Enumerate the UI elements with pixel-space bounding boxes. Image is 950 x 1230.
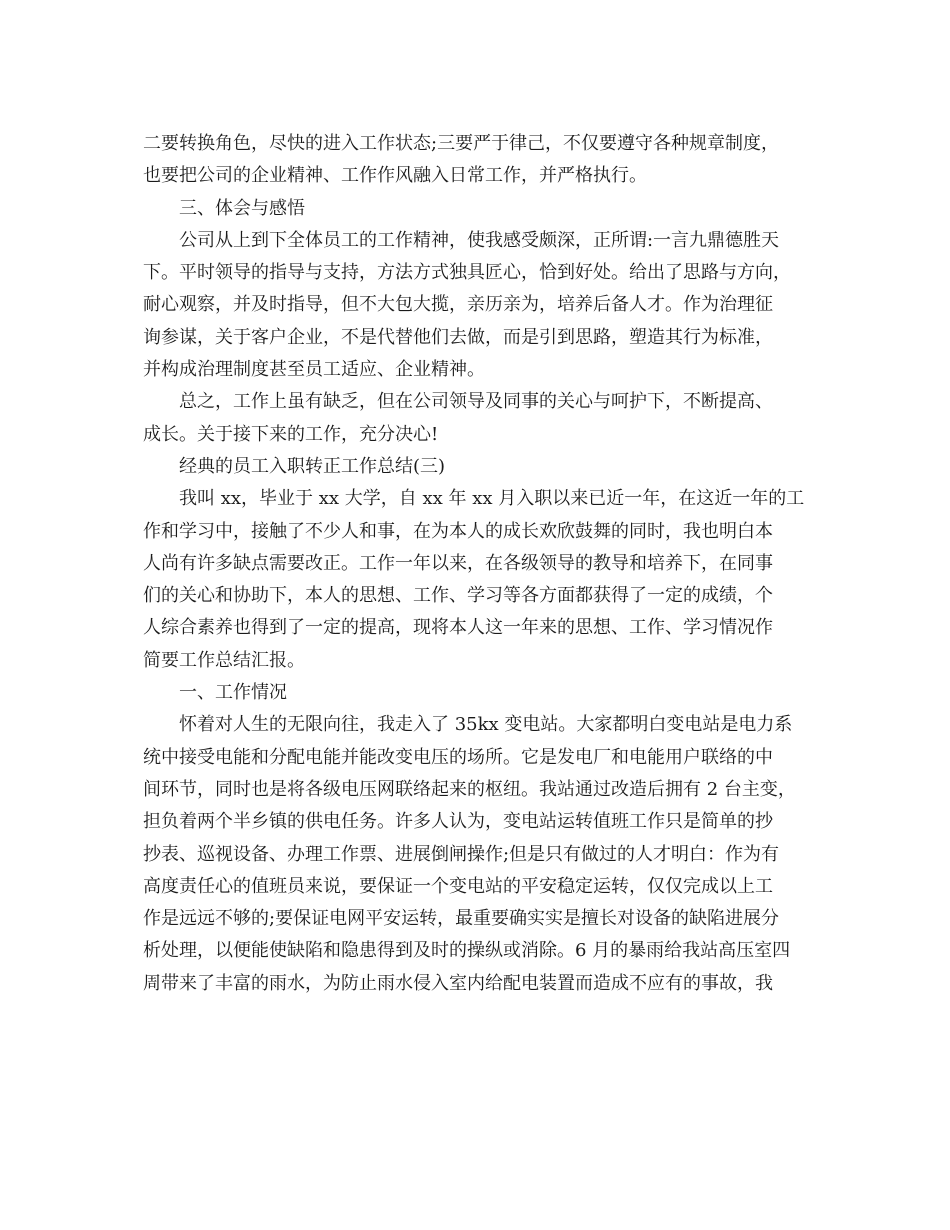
- text-line: 担负着两个半乡镇的供电任务。许多人认为，变电站运转值班工作只是简单的抄: [143, 811, 773, 833]
- text-line: 并构成治理制度甚至员工适应、企业精神。: [143, 359, 485, 381]
- text-line: 询参谋，关于客户企业，不是代替他们去做，而是引到思路，塑造其行为标准，: [143, 326, 773, 348]
- text-line: 抄表、巡视设备、办理工作票、进展倒闸操作;但是只有做过的人才明白：作为有: [143, 843, 780, 865]
- text-line: 公司从上到下全体员工的工作精神，使我感受颇深，正所谓:一言九鼎德胜天: [179, 229, 780, 251]
- text-line: 成长。关于接下来的工作，充分决心!: [143, 423, 439, 445]
- document-body: [143, 128, 808, 1000]
- text-line: 析处理，以便能使缺陷和隐患得到及时的操纵或消除。6 月的暴雨给我站高压室四: [143, 940, 791, 962]
- text-line: 简要工作总结汇报。: [143, 649, 305, 671]
- text-line: 总之，工作上虽有缺乏，但在公司领导及同事的关心与呵护下，不断提高、: [179, 391, 773, 413]
- text-line: 耐心观察，并及时指导，但不大包大揽，亲历亲为，培养后备人才。作为治理征: [143, 294, 773, 316]
- text-line: 作是远远不够的;要保证电网平安运转，最重要确实实是擅长对设备的缺陷进展分: [143, 908, 780, 930]
- text-line: 我叫 xx，毕业于 xx 大学，自 xx 年 xx 月入职以来已近一年，在这近一年的工: [179, 488, 805, 510]
- text-line: 统中接受电能和分配电能并能改变电压的场所。它是发电厂和电能用户联络的中: [143, 746, 773, 768]
- text-line: 间环节，同时也是将各级电压网联络起来的枢纽。我站通过改造后拥有 2 台主变，: [143, 778, 796, 800]
- text-line: 们的关心和协助下，本人的思想、工作、学习等各方面都获得了一定的成绩，个: [143, 585, 773, 607]
- text-line: 高度责任心的值班员来说，要保证一个变电站的平安稳定运转，仅仅完成以上工: [143, 875, 773, 897]
- text-line: 一、工作情况: [179, 682, 287, 704]
- text-line: 二要转换角色，尽快的进入工作状态;三要严于律己，不仅要遵守各种规章制度，: [143, 133, 780, 154]
- text-line: 三、体会与感悟: [179, 197, 305, 219]
- text-line: 人尚有许多缺点需要改正。工作一年以来，在各级领导的教导和培养下，在同事: [143, 552, 773, 574]
- text-line: 也要把公司的企业精神、工作作风融入日常工作，并严格执行。: [143, 165, 647, 187]
- text-line: 作和学习中，接触了不少人和事，在为本人的成长欢欣鼓舞的同时，我也明白本: [143, 520, 773, 542]
- text-line: 人综合素养也得到了一定的提高，现将本人这一年来的思想、工作、学习情况作: [143, 617, 773, 639]
- text-line: 怀着对人生的无限向往，我走入了 35kx 变电站。大家都明白变电站是电力系: [179, 714, 793, 736]
- text-line: 周带来了丰富的雨水，为防止雨水侵入室内给配电装置而造成不应有的事故，我: [143, 972, 773, 994]
- text-line: 经典的员工入职转正工作总结(三): [179, 455, 446, 477]
- text-line: 下。平时领导的指导与支持，方法方式独具匠心，恰到好处。给出了思路与方向，: [143, 262, 791, 284]
